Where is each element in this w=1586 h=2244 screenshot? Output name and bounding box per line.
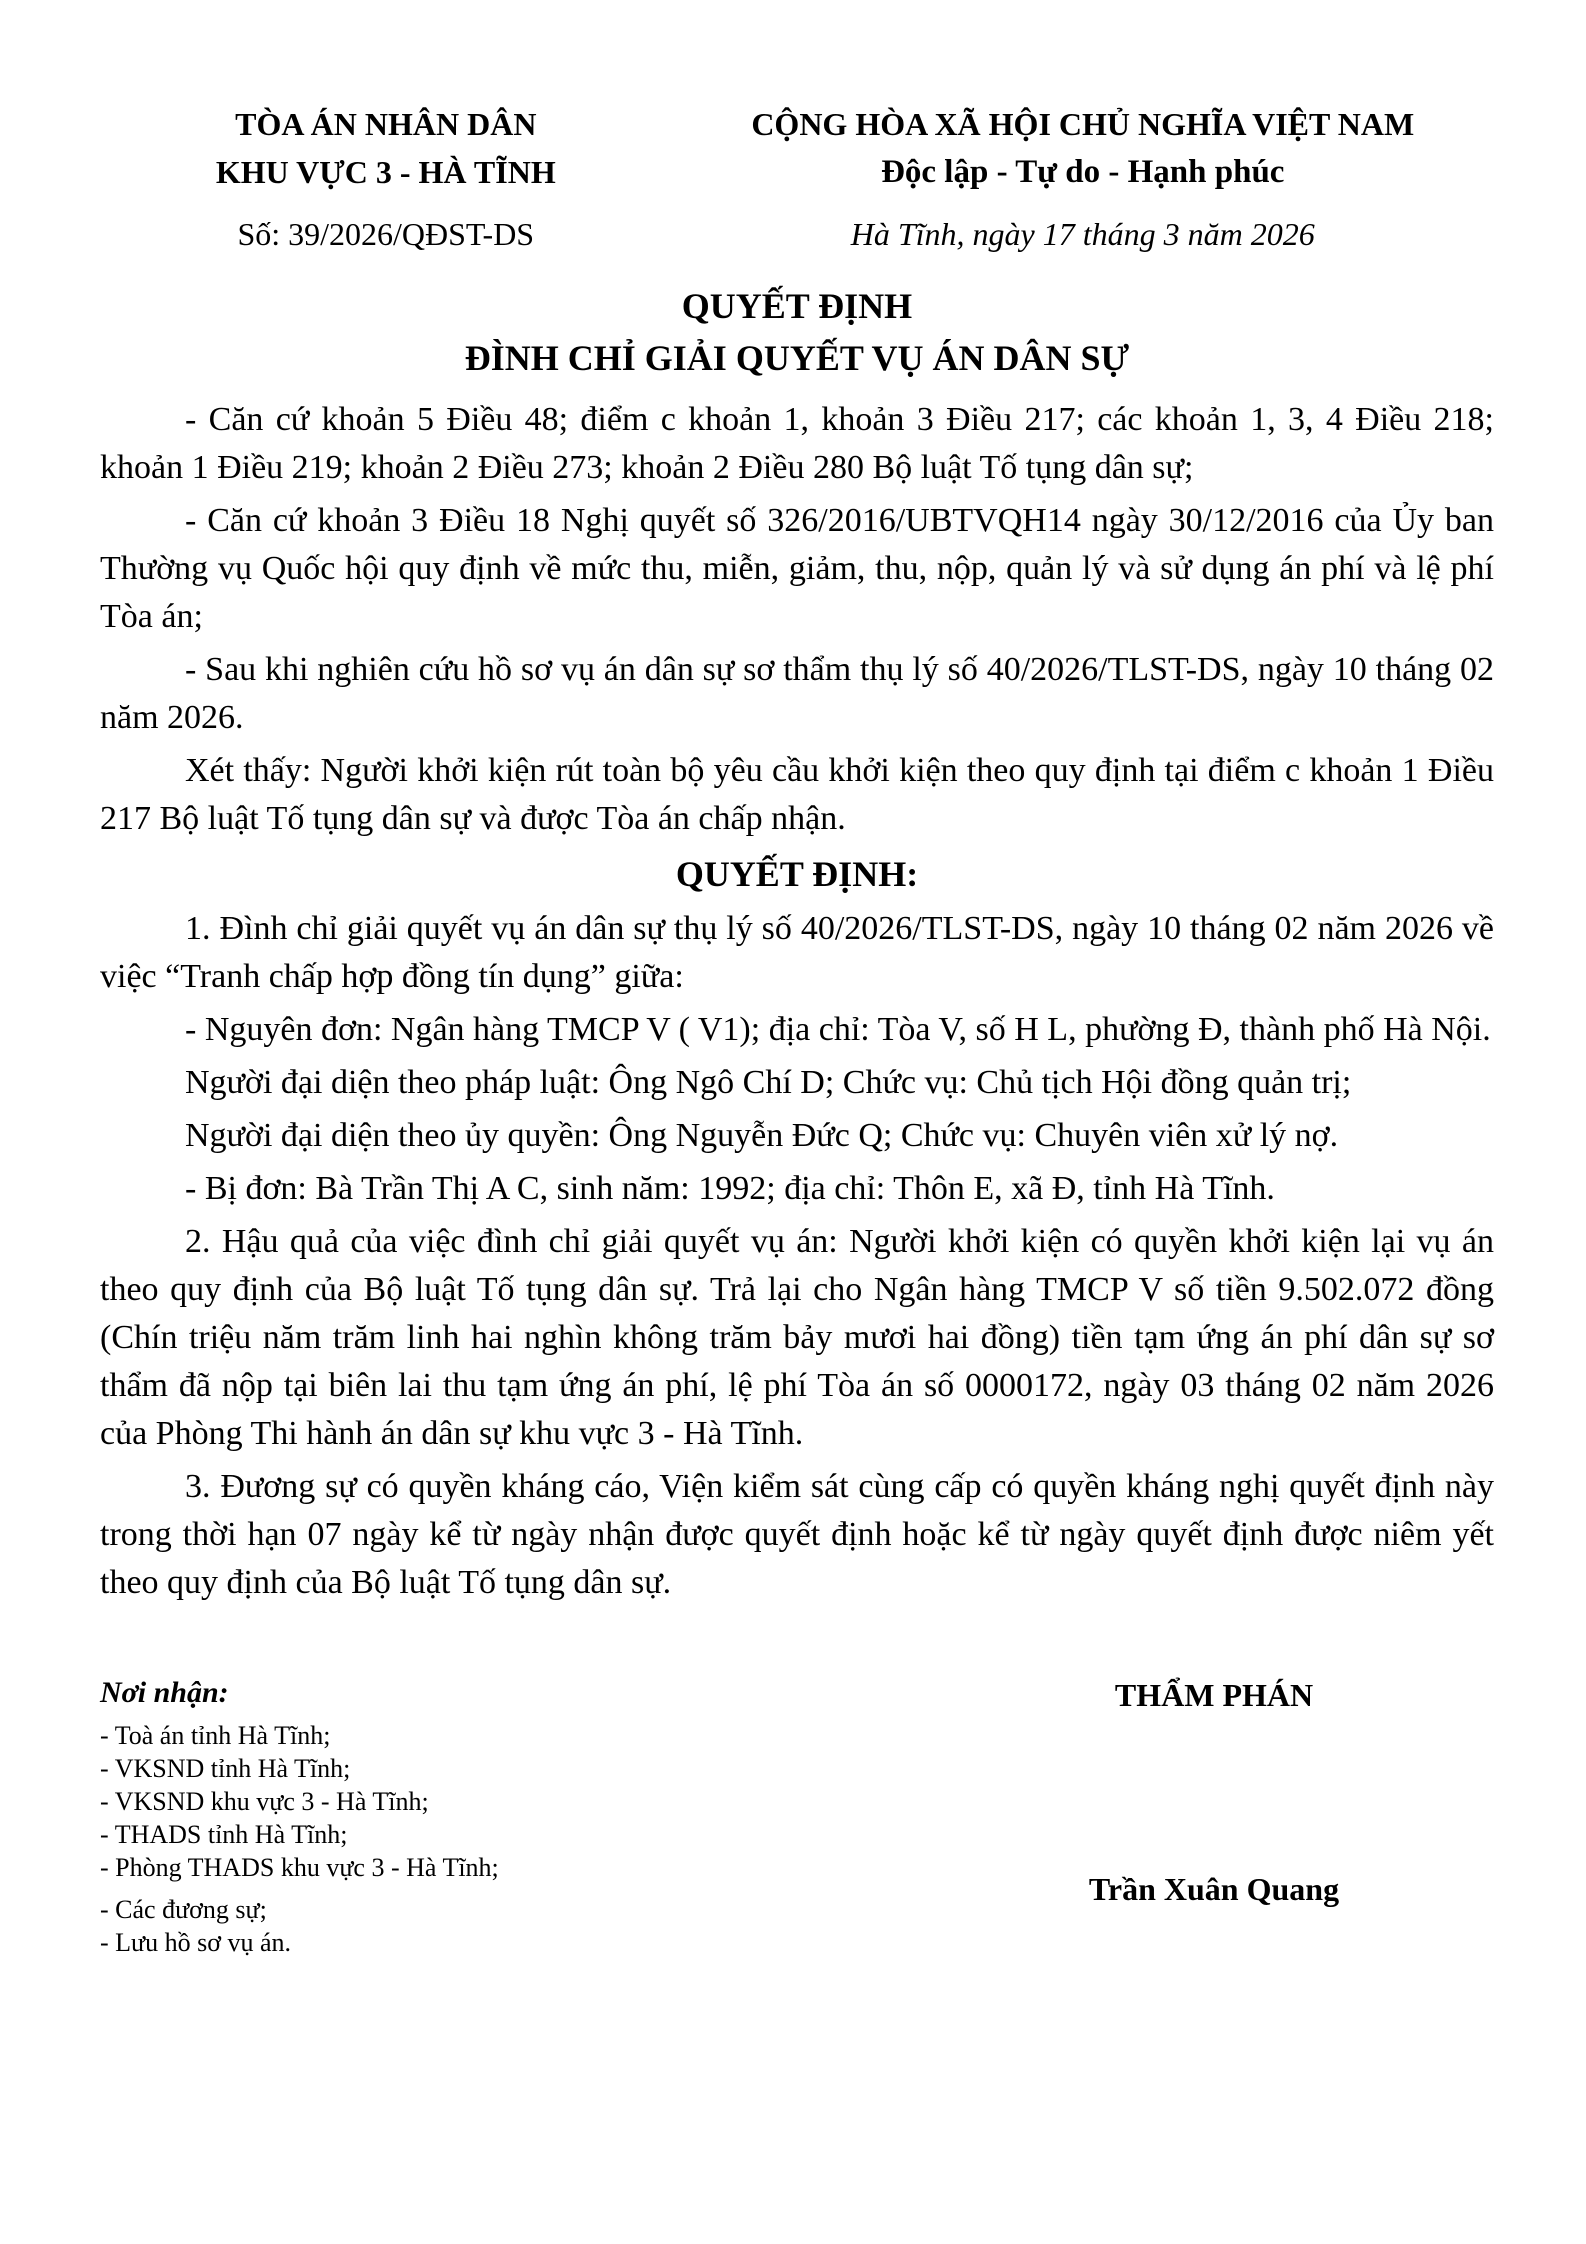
decision-paragraph: - Bị đơn: Bà Trần Thị A C, sinh năm: 1992; địa chỉ: Thôn E, xã Đ, tỉnh Hà Tĩnh. <box>185 1170 1275 1207</box>
signer-name: Trần Xuân Quang <box>1088 1871 1340 1907</box>
recipient-item: - VKSND tỉnh Hà Tĩnh; <box>100 1754 351 1783</box>
court-name-line1: TÒA ÁN NHÂN DÂN <box>235 106 537 142</box>
decision-section-heading: QUYẾT ĐỊNH: <box>675 854 919 894</box>
document-footer <box>100 1673 1494 1959</box>
recipient-item: - Lưu hồ sơ vụ án. <box>100 1928 292 1957</box>
decision-paragraph: 2. Hậu quả của việc đình chỉ giải quyết vụ án: Người khởi kiện có quyền khởi kiện lại vụ án theo quy định của Bộ luật Tố tụng dân sự. Trả lại cho Ngân hàng TMCP V số tiền 9.502.072 đồng (Chín triệu năm trăm linh hai nghìn không trăm bảy mươi hai đồng) tiền tạm ứng án phí dân sự sơ thẩm đã nộp tại biên lai thu tạm ứng án phí, lệ phí Tòa án số 0000172, ngày 03 tháng 02 năm 2026 của Phòng Thi hành án dân sự khu vực 3 - Hà Tĩnh. <box>100 1223 1494 1452</box>
issuing-court-block <box>100 100 672 196</box>
recipient-item: - Các đương sự; <box>100 1895 267 1924</box>
signer-title: THẨM PHÁN <box>1114 1677 1314 1713</box>
place-and-date: Hà Tĩnh, ngày 17 tháng 3 năm 2026 <box>850 216 1315 252</box>
national-motto-block <box>672 100 1494 196</box>
court-name-line2: KHU VỰC 3 - HÀ TĨNH <box>215 154 556 190</box>
recipients-block <box>100 1673 934 1959</box>
recipients-list <box>100 1719 934 1959</box>
document-title-line1: QUYẾT ĐỊNH <box>681 286 913 326</box>
recipient-item: - THADS tỉnh Hà Tĩnh; <box>100 1820 348 1849</box>
document-title-line2: ĐÌNH CHỈ GIẢI QUYẾT VỤ ÁN DÂN SỰ <box>464 338 1130 378</box>
decision-paragraph: Người đại diện theo pháp luật: Ông Ngô Chí D; Chức vụ: Chủ tịch Hội đồng quản trị; <box>185 1064 1352 1101</box>
national-motto: Độc lập - Tự do - Hạnh phúc <box>881 154 1285 190</box>
document-meta-row <box>100 210 1494 258</box>
recital-paragraph: - Căn cứ khoản 3 Điều 18 Nghị quyết số 326/2016/UBTVQH14 ngày 30/12/2016 của Ủy ban Thường vụ Quốc hội quy định về mức thu, miễn, giảm, thu, nộp, quản lý và sử dụng án phí và lệ phí Tòa án; <box>100 502 1494 635</box>
recipients-label: Nơi nhận: <box>100 1676 229 1709</box>
republic-name: CỘNG HÒA XÃ HỘI CHỦ NGHĨA VIỆT NAM <box>751 106 1415 142</box>
recital-paragraph: - Sau khi nghiên cứu hồ sơ vụ án dân sự sơ thẩm thụ lý số 40/2026/TLST-DS, ngày 10 tháng 02 năm 2026. <box>100 651 1494 736</box>
recital-paragraph: - Căn cứ khoản 5 Điều 48; điểm c khoản 1, khoản 3 Điều 217; các khoản 1, 3, 4 Điều 218; khoản 1 Điều 219; khoản 2 Điều 273; khoản 2 Điều 280 Bộ luật Tố tụng dân sự; <box>100 401 1494 486</box>
decision-paragraph: - Nguyên đơn: Ngân hàng TMCP V ( V1); địa chỉ: Tòa V, số H L, phường Đ, thành phố Hà Nội. <box>185 1011 1491 1048</box>
document-number: Số: 39/2026/QĐST-DS <box>237 216 535 252</box>
document-body <box>100 396 1494 1607</box>
recipient-item: - VKSND khu vực 3 - Hà Tĩnh; <box>100 1787 429 1816</box>
signature-block <box>934 1673 1494 1911</box>
decision-paragraph: 1. Đình chỉ giải quyết vụ án dân sự thụ lý số 40/2026/TLST-DS, ngày 10 tháng 02 năm 2026 về việc “Tranh chấp hợp đồng tín dụng” giữa: <box>100 910 1494 995</box>
recital-paragraph: Xét thấy: Người khởi kiện rút toàn bộ yêu cầu khởi kiện theo quy định tại điểm c khoản 1 Điều 217 Bộ luật Tố tụng dân sự và được Tòa án chấp nhận. <box>100 752 1494 837</box>
recipient-item: - Toà án tỉnh Hà Tĩnh; <box>100 1721 331 1750</box>
decision-paragraph: 3. Đương sự có quyền kháng cáo, Viện kiểm sát cùng cấp có quyền kháng nghị quyết định này trong thời hạn 07 ngày kể từ ngày nhận được quyết định hoặc kể từ ngày quyết định được niêm yết theo quy định của Bộ luật Tố tụng dân sự. <box>100 1468 1494 1601</box>
decision-paragraph: Người đại diện theo ủy quyền: Ông Nguyễn Đức Q; Chức vụ: Chuyên viên xử lý nợ. <box>185 1117 1339 1154</box>
recipient-item: - Phòng THADS khu vực 3 - Hà Tĩnh; <box>100 1853 499 1882</box>
document-title <box>100 280 1494 384</box>
document-header <box>100 100 1494 196</box>
